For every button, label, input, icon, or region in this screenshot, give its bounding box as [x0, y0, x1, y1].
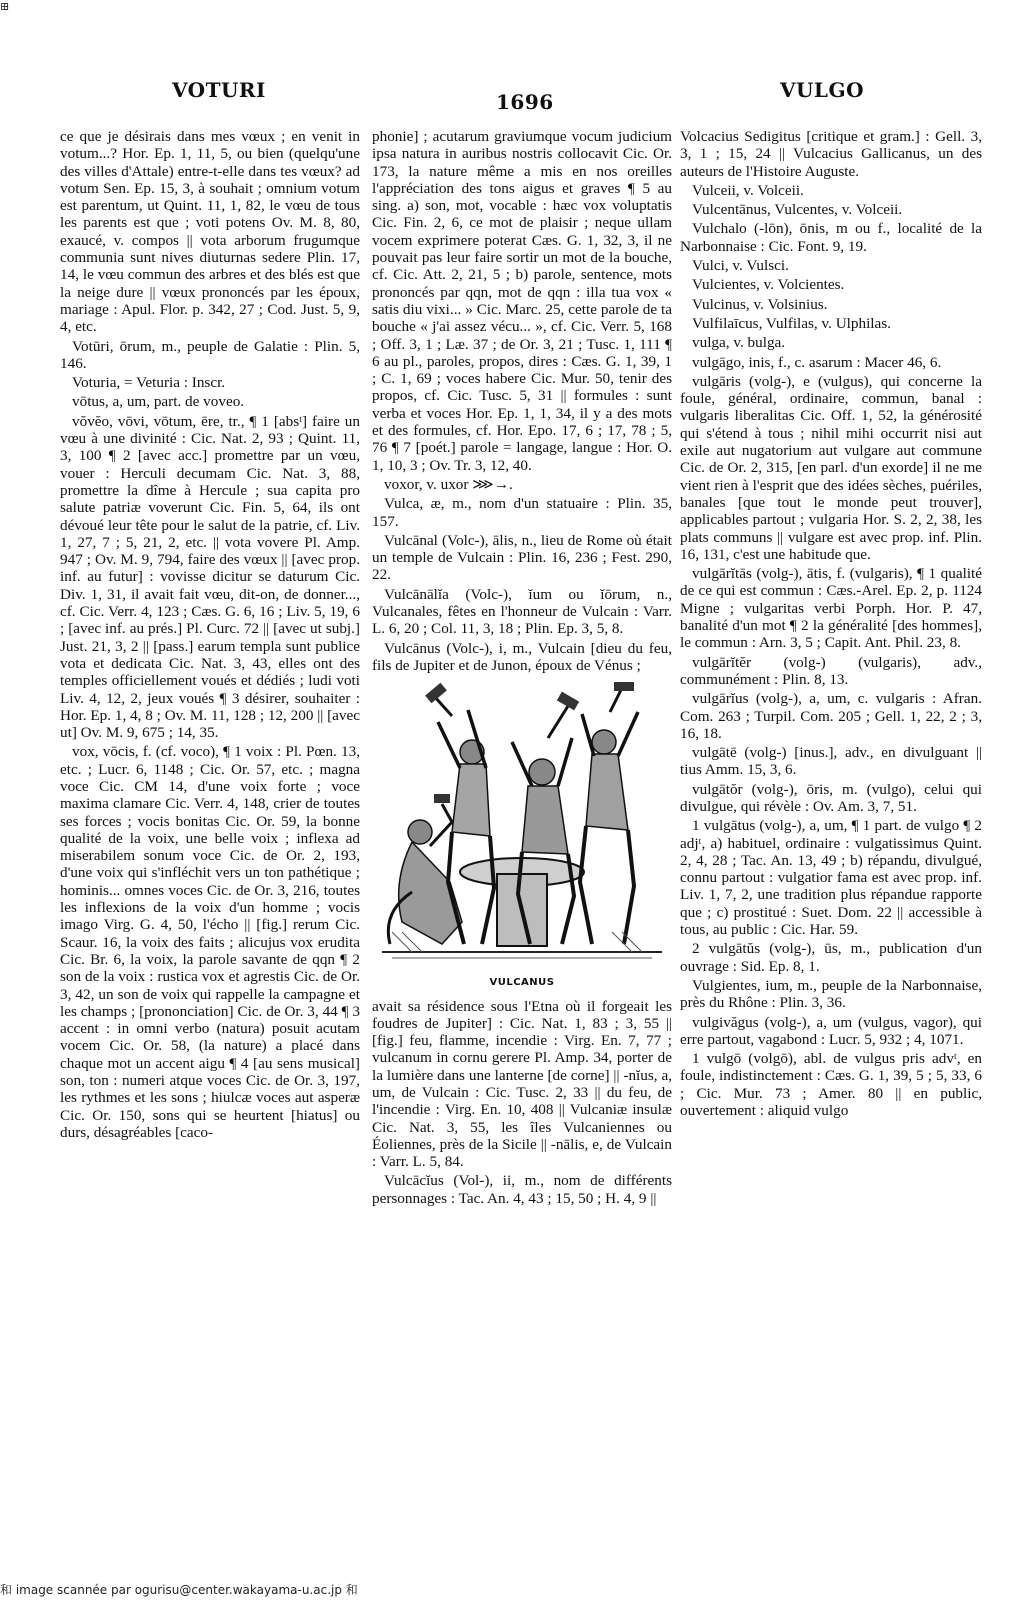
column-left	[60, 128, 360, 1578]
header-left-guide-word: VOTURI	[172, 78, 266, 102]
vulcanus-illustration	[372, 682, 672, 991]
vulcanus-engraving	[372, 682, 672, 972]
dictionary-entry: vulga, v. bulga.	[692, 334, 786, 352]
dictionary-entry: vulgāris (volg-), e (vulgus), qui concerne la foule, général, ordinaire, commun, banal : vulgaris liberalitas Cic. Off. 1, 52, la générosité qui s'étend à tous ; nihil mihi occurrit nisi aut exile aut nugatorium aut vulgare aut commune Cic. de Or. 2, 315, [en parl. d'un exorde] il ne me vient rien à l'esprit que des idées sèches, puériles, banales [que tout le monde peut trouver], applicables partout ; vulgaria Hor. S. 2, 2, 38, les plats communs || vulgare est avec prop. inf. Plin. 16, 131, c'est une habitude que.	[680, 372, 982, 563]
dictionary-entry: voxor, v. uxor ⋙→.	[384, 475, 513, 493]
page-number: 1696	[496, 90, 554, 114]
dictionary-entry: Votūri, ōrum, m., peuple de Galatie : Plin. 5, 146.	[60, 337, 360, 372]
dictionary-entry: Volcacius Sedigitus [critique et gram.] : Gell. 3, 3, 1 ; 15, 24 || Vulcacius Gallicanus, un des auteurs de l'Histoire Auguste.	[680, 128, 982, 180]
top-marker: ⊞	[0, 0, 10, 13]
dictionary-entry: 1 vulgō (volgō), abl. de vulgus pris advᵗ, en foule, indistinctement : Cæs. G. 1, 39, 5 ; 5, 33, 6 ; Cic. Mur. 73 ; Amer. 80 || en public, ouvertement : aliquid vulgo	[680, 1050, 982, 1120]
dictionary-entry: vulgārĭtĕr (volg-) (vulgaris), adv., communément : Plin. 8, 13.	[680, 653, 982, 688]
dictionary-entry: Vulci, v. Vulsci.	[692, 257, 789, 275]
scan-credit: 和 image scannée par ogurisu@center.wakayama-u.ac.jp 和	[0, 1583, 358, 1597]
dictionary-entry: Vulchalo (-lōn), ōnis, m ou f., localité de la Narbonnaise : Cic. Font. 9, 19.	[680, 220, 982, 255]
dictionary-entry: vulgārĭus (volg-), a, um, c. vulgaris : Afran. Com. 263 ; Turpil. Com. 205 ; Gell. 1, 22, 2 ; 3, 16, 18.	[680, 690, 982, 742]
dictionary-entry: vulgivăgus (volg-), a, um (vulgus, vagor), qui erre partout, vagabond : Lucr. 5, 932 ; 4, 1071.	[680, 1013, 982, 1048]
dictionary-entry: Vulcinus, v. Volsinius.	[692, 295, 828, 313]
dictionary-entry: Vulfilaīcus, Vulfilas, v. Ulphilas.	[692, 314, 891, 332]
dictionary-entry: Vulceii, v. Volceii.	[692, 181, 804, 199]
page-header	[40, 78, 984, 118]
dictionary-entry: Vulcānal (Volc-), ālis, n., lieu de Rome où était un temple de Vulcain : Plin. 16, 236 ; Fest. 290, 22.	[372, 531, 672, 584]
dictionary-entry: vulgāgo, inis, f., c. asarum : Macer 46, 6.	[692, 353, 942, 371]
dictionary-entry: 2 vulgātŭs (volg-), ūs, m., publication d'un ouvrage : Sid. Ep. 8, 1.	[680, 940, 982, 975]
dictionary-entry: Voturia, = Veturia : Inscr.	[72, 374, 226, 392]
dictionary-entry: Vulgientes, ium, m., peuple de la Narbonnaise, près du Rhône : Plin. 3, 36.	[680, 976, 982, 1012]
dictionary-entry: Vulca, æ, m., nom d'un statuaire : Plin. 35, 157.	[372, 495, 672, 530]
dictionary-entry: Vulcācĭus (Vol-), ii, m., nom de différents personnages : Tac. An. 4, 43 ; 15, 50 ; H. 4, 9 ||	[372, 1172, 672, 1207]
dictionary-entry: vulgārĭtās (volg-), ātis, f. (vulgaris), ¶ 1 qualité de ce qui est commun : Cæs.-Arel. Ep. 2, p. 1124 Migne ; vulgaritas verbi Porph. Hor. P. 47, banalité d'un mot ¶ 2 la généralité [des hommes], le commun : Arn. 3, 5 ; Capit. Ant. Phil. 23, 8.	[680, 565, 982, 652]
dictionary-entry: vōtus, a, um, part. de voveo.	[72, 393, 245, 411]
dictionary-entry: Vulcentānus, Vulcentes, v. Volceii.	[692, 201, 903, 219]
dictionary-entry: Vulcānus (Volc-), i, m., Vulcain [dieu du feu, fils de Jupiter et de Junon, époux de Vénus ;	[372, 639, 672, 674]
dictionary-entry: phonie] ; acutarum graviumque vocum judicium ipsa natura in auribus nostris collocavit Cic. Or. 173, la nature même a mis en nos oreilles l'appréciation des tons aigus et graves ¶ 5 au sing. a) son, mot, vocable : hæc vox voluptatis Cic. Fin. 2, 6, ce mot de plaisir ; neque ullam vocem exprimere poterat Cæs. G. 1, 32, 3, il ne pouvait pas leur faire sortir un mot de la bouche, cf. Cic. Att. 2, 21, 5 ; b) parole, sentence, mots prononcés par qqn, mot de qqn : illa tua vox « satis diu vixi... » Cic. Marc. 25, cette parole de ta bouche « j'ai assez vécu... », cf. Cic. Verr. 5, 168 ; Off. 3, 1 ; Læ. 37 ; de Or. 3, 21 ; Tusc. 1, 111 ¶ 6 au pl., paroles, propos, dires : Cæs. G. 1, 39, 1 ; C. 1, 69 ; voces habere Cic. Mur. 50, tenir des propos, cf. Cic. Tusc. 5, 31 || formules : sunt verba et voces Hor. Ep. 1, 1, 34, il y a des mots et des formules, cf. Hor. Epo. 17, 6 ; 17, 78 ; 5, 76 ¶ 7 [poét.] parole = langage, langue : Hor. O. 1, 10, 3 ; Ov. Tr. 3, 12, 40.	[372, 128, 672, 474]
dictionary-entry: Vulcānālĭa (Volc-), ĭum ou ĭōrum, n., Vulcanales, fêtes en l'honneur de Vulcain : Varr. L. 6, 20 ; Col. 11, 3, 18 ; Plin. Ep. 3, 5, 8.	[372, 585, 672, 638]
column-middle	[372, 128, 672, 1578]
dictionary-entry: vŏvĕo, vōvi, vōtum, ēre, tr., ¶ 1 [absᵗ] faire un vœu à une divinité : Cic. Nat. 2, 93 ; Quint. 11, 3, 100 ¶ 2 [avec acc.] promettre par un vœu, vouer : Herculi decumam Cic. Nat. 3, 88, promettre la dîme à Hercule ; sua capita pro salute patriæ voverunt Cic. Fin. 5, 64, ils ont dévoué leur tête pour le salut de la patrie, cf. Liv. 1, 27, 7 ; 5, 21, 2, etc. || vota vovere Pl. Amp. 947 ; Ov. M. 9, 794, faire des vœux || [avec prop. inf. au futur] : vovisse dicitur se daturum Cic. Div. 1, 31, il avait fait vœu, dit-on, de donner..., cf. Cic. Verr. 4, 123 ; Cæs. G. 6, 16 ; Liv. 5, 19, 6 ; [avec inf. au prés.] Pl. Curc. 72 || [avec ut subj.] Just. 21, 3, 2 || [pass.] earum templa sunt publice vota et dedicata Cic. Nat. 3, 43, elles ont des temples officiellement voués et dédiés ; ludi voti Liv. 4, 12, 2, jeux voués ¶ 3 désirer, souhaiter : Hor. Ep. 1, 4, 8 ; Ov. M. 11, 128 ; 12, 200 || [avec ut] Ov. M. 9, 675 ; 14, 35.	[60, 412, 360, 742]
dictionary-entry: vulgātē (volg-) [inus.], adv., en divulguant || tius Amm. 15, 3, 6.	[680, 744, 982, 779]
dictionary-entry: Vulcientes, v. Volcientes.	[692, 276, 845, 294]
dictionary-entry: vox, vōcis, f. (cf. voco), ¶ 1 voix : Pl. Pœn. 13, etc. ; Lucr. 6, 1148 ; Cic. Or. 57, etc. ; magna voce Cic. CM 14, d'une voix forte ; voce maxima clamare Cic. Verr. 4, 148, crier de toutes ses forces ; vocis bonitas Cic. Or. 59, la bonne qualité de la voix, une belle voix ; inflexa ad miserabilem sonum voce Cic. de Or. 2, 193, d'une voix qui s'infléchit vers un ton pathétique ; hominis... omnes voces Cic. de Or. 3, 216, toutes les inflexions de la voix d'un homme ; vocis imago Virg. G. 4, 50, l'écho || [fig.] rerum Cic. Scaur. 16, la voix des faits ; alicujus vox erudita Cic. Br. 6, la voix, la parole savante de qqn ¶ 2 son de la voix : rustica vox et agrestis Cic. de Or. 3, 42, un son de voix qui rappelle la campagne et les champs ; [prononciation] Cic. de Or. 3, 44 ¶ 3 accent : in omni verbo (natura) posuit acutam vocem Cic. Or. 58, (la nature) a placé dans chaque mot un accent aigu ¶ 4 [au sens musical] son, ton : numeri atque voces Cic. de Or. 3, 197, les rythmes et les sons ; hiulcæ voces aut asperæ Cic. Or. 150, sons qui se heurtent [hiatus] ou durs, désagréables [caco-	[60, 743, 360, 1141]
dictionary-entry: ce que je désirais dans mes vœux ; en venit in votum...? Hor. Ep. 1, 11, 5, ou bien (quelqu'une des villes d'Attale) entre-t-elle dans tes vœux? ad votum Sen. Ep. 15, 3, à souhait ; omnium votum est parentum, ut Quint. 11, 1, 82, le vœu de tous les parents est que ; voti potens Ov. M. 8, 80, exaucé, v. compos || vota arborum frugumque communia sunt nives diuturnas sedere Plin. 17, 14, le vœu commun des arbres et des blés est que la neige dure || vœux prononcés par les époux, mariage : Apul. Flor. p. 342, 27 ; Cod. Just. 5, 9, 4, etc.	[60, 128, 360, 336]
dictionary-entry: avait sa résidence sous l'Etna où il forgeait les foudres de Jupiter] : Cic. Nat. 1, 83 ; 3, 55 || [fig.] feu, flamme, incendie : Virg. En. 7, 77 ; vulcanum in cornu gerere Pl. Amp. 34, porter de la lumière dans une lanterne [de corne] || -nĭus, a, um, de Vulcain : Cic. Tusc. 2, 33 || du feu, de l'incendie : Virg. En. 10, 408 || Vulcaniæ insulæ Cic. Nat. 3, 55, les îles Vulcaniennes ou Éoliennes, près de la Sicile || -nālis, e, de Vulcain : Varr. L. 5, 84.	[372, 997, 672, 1171]
header-right-guide-word: VULGO	[779, 78, 864, 102]
column-right	[680, 128, 982, 1578]
dictionary-entry: 1 vulgātus (volg-), a, um, ¶ 1 part. de vulgo ¶ 2 adjᵗ, a) habituel, ordinaire : vulgatissimus Quint. 2, 4, 28 ; Tac. An. 13, 49 ; b) répandu, divulgué, connu partout : vulgatior fama est avec prop. inf. Liv. 1, 7, 2, une tradition plus répandue rapporte que ; c) prostitué : Suet. Dom. 22 || accessible à tous, au public : Cic. Har. 59.	[680, 817, 982, 939]
figure-caption: VULCANUS	[489, 977, 555, 989]
dictionary-entry: vulgātŏr (volg-), ōris, m. (vulgo), celui qui divulgue, qui révèle : Ov. Am. 3, 7, 51.	[680, 780, 982, 815]
